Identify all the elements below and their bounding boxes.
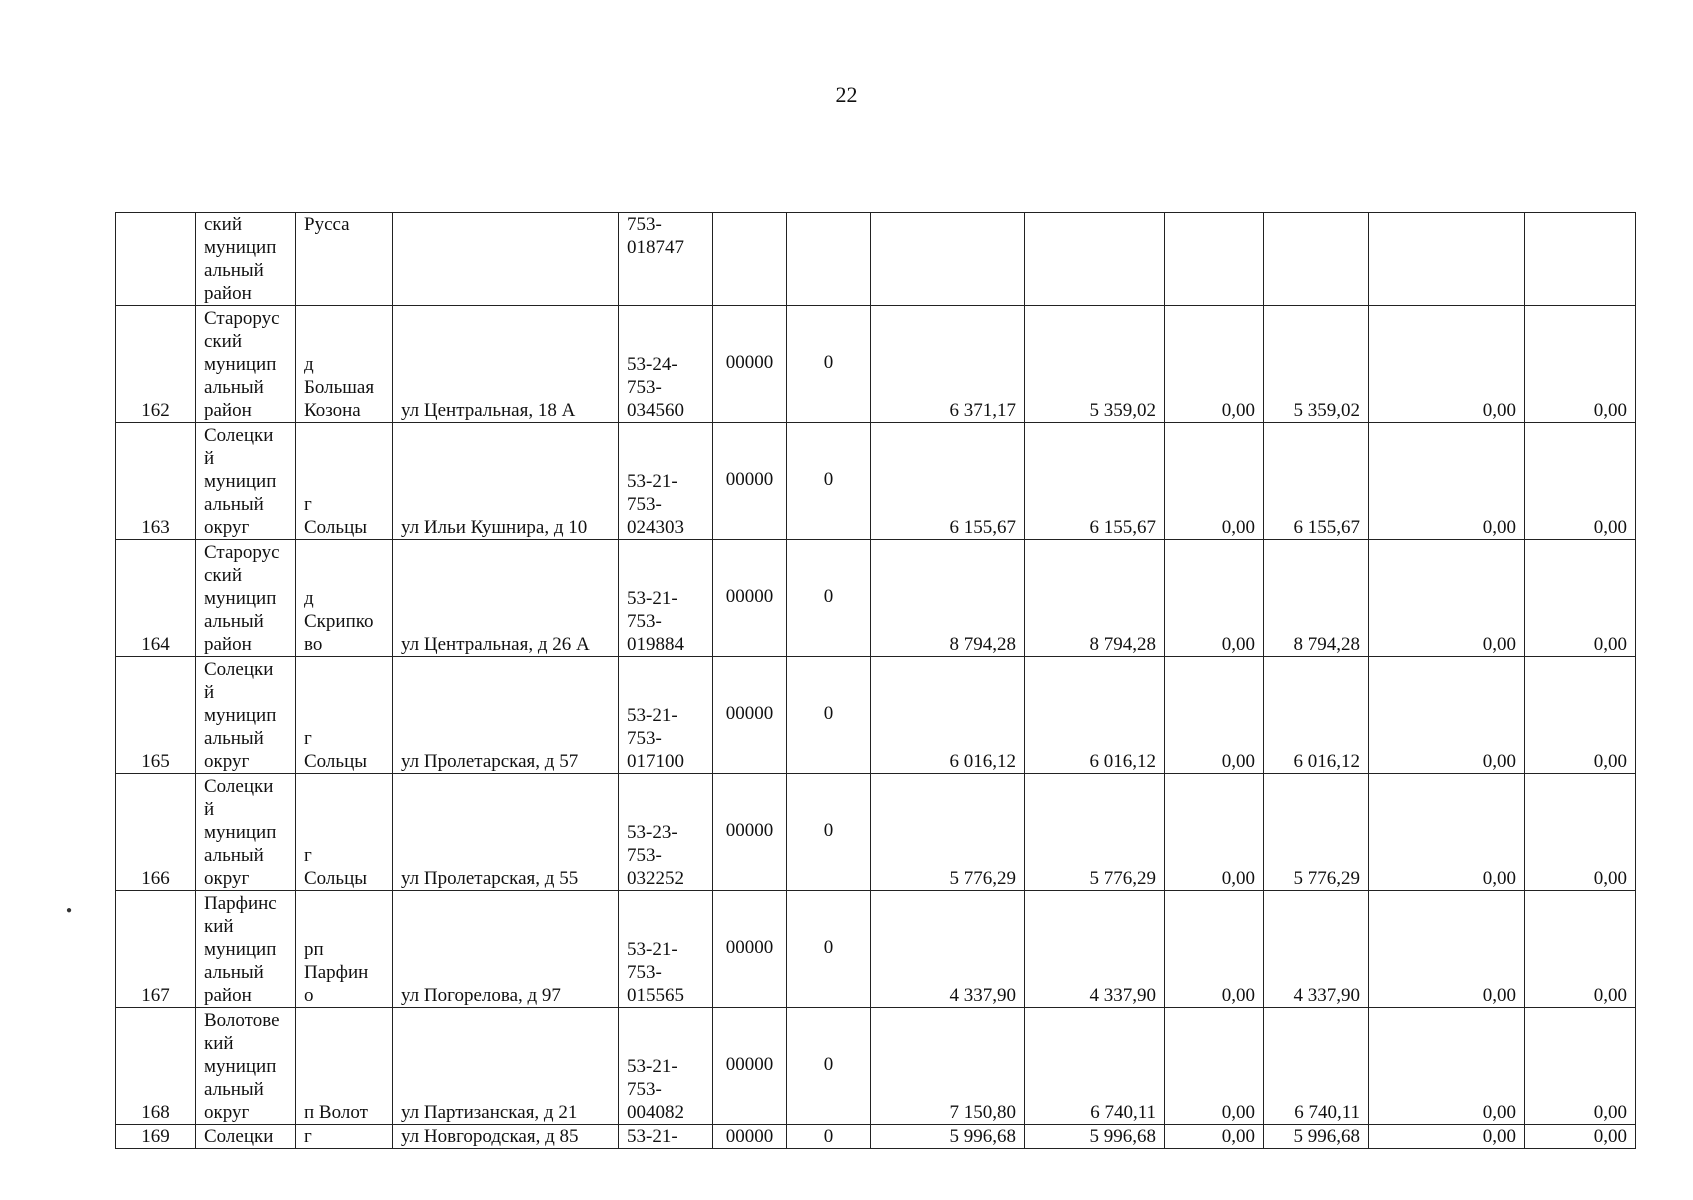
address-cell: ул Центральная, 18 А — [393, 306, 619, 423]
district-cell: Солецки — [196, 1125, 296, 1149]
col6-cell: 00000 — [713, 891, 787, 1008]
settlement-cell: п Волот — [296, 1008, 393, 1125]
district-cell: Солецки й муницип альный округ — [196, 423, 296, 540]
value-cell: 0,00 — [1369, 774, 1525, 891]
value-cell: 5 776,29 — [871, 774, 1025, 891]
value-cell: 0,00 — [1165, 423, 1264, 540]
value-cell — [1264, 213, 1369, 306]
code-cell: 53-21- 753- 017100 — [619, 657, 713, 774]
col7-cell: 0 — [787, 891, 871, 1008]
value-cell: 0,00 — [1165, 891, 1264, 1008]
col6-cell: 00000 — [713, 1125, 787, 1149]
value-cell: 6 155,67 — [1264, 423, 1369, 540]
value-cell: 0,00 — [1165, 1125, 1264, 1149]
col7-cell: 0 — [787, 1125, 871, 1149]
address-cell: ул Партизанская, д 21 — [393, 1008, 619, 1125]
page-number: 22 — [835, 82, 858, 107]
value-cell: 6 371,17 — [871, 306, 1025, 423]
address-cell: ул Пролетарская, д 57 — [393, 657, 619, 774]
value-cell: 6 016,12 — [1025, 657, 1165, 774]
table-row — [116, 306, 1636, 423]
settlement-cell: г Сольцы — [296, 657, 393, 774]
district-cell: Солецки й муницип альный округ — [196, 774, 296, 891]
row-number-cell: 164 — [116, 540, 196, 657]
settlement-cell: г — [296, 1125, 393, 1149]
row-number-cell: 163 — [116, 423, 196, 540]
value-cell: 5 776,29 — [1025, 774, 1165, 891]
district-cell: ский муницип альный район — [196, 213, 296, 306]
col6-cell: 00000 — [713, 306, 787, 423]
col7-cell: 0 — [787, 774, 871, 891]
col6-cell: 00000 — [713, 657, 787, 774]
value-cell: 0,00 — [1525, 540, 1636, 657]
value-cell — [1025, 213, 1165, 306]
settlement-cell: рп Парфин о — [296, 891, 393, 1008]
value-cell: 5 359,02 — [1264, 306, 1369, 423]
value-cell: 0,00 — [1525, 891, 1636, 1008]
value-cell: 5 996,68 — [871, 1125, 1025, 1149]
value-cell: 6 155,67 — [1025, 423, 1165, 540]
row-number-cell: 165 — [116, 657, 196, 774]
address-cell — [393, 213, 619, 306]
value-cell: 6 016,12 — [871, 657, 1025, 774]
col7-cell: 0 — [787, 423, 871, 540]
value-cell — [1525, 213, 1636, 306]
code-cell: 53-21- 753- 019884 — [619, 540, 713, 657]
value-cell — [871, 213, 1025, 306]
value-cell: 0,00 — [1165, 1008, 1264, 1125]
district-cell: Волотове кий муницип альный округ — [196, 1008, 296, 1125]
district-cell: Солецки й муницип альный округ — [196, 657, 296, 774]
value-cell: 8 794,28 — [1264, 540, 1369, 657]
value-cell: 0,00 — [1525, 306, 1636, 423]
value-cell: 0,00 — [1369, 1008, 1525, 1125]
table-row-partial — [116, 1125, 1636, 1149]
address-cell: ул Пролетарская, д 55 — [393, 774, 619, 891]
col6-cell: 00000 — [713, 540, 787, 657]
value-cell: 6 155,67 — [871, 423, 1025, 540]
table-row — [116, 1008, 1636, 1125]
col7-cell: 0 — [787, 306, 871, 423]
value-cell: 0,00 — [1165, 774, 1264, 891]
settlement-cell: г Сольцы — [296, 774, 393, 891]
address-cell: ул Центральная, д 26 А — [393, 540, 619, 657]
district-cell: Парфинс кий муницип альный район — [196, 891, 296, 1008]
district-cell: Старорус ский муницип альный район — [196, 540, 296, 657]
value-cell: 0,00 — [1525, 423, 1636, 540]
code-cell: 53-23- 753- 032252 — [619, 774, 713, 891]
value-cell: 0,00 — [1369, 891, 1525, 1008]
value-cell: 0,00 — [1165, 657, 1264, 774]
col7-cell: 0 — [787, 1008, 871, 1125]
settlement-cell: д Большая Козона — [296, 306, 393, 423]
value-cell: 0,00 — [1369, 657, 1525, 774]
code-cell: 53-21- 753- 024303 — [619, 423, 713, 540]
value-cell: 6 740,11 — [1264, 1008, 1369, 1125]
table-row — [116, 423, 1636, 540]
value-cell — [1369, 213, 1525, 306]
value-cell: 8 794,28 — [871, 540, 1025, 657]
col7-cell: 0 — [787, 657, 871, 774]
value-cell: 0,00 — [1369, 1125, 1525, 1149]
value-cell: 5 996,68 — [1025, 1125, 1165, 1149]
value-cell: 0,00 — [1165, 306, 1264, 423]
value-cell — [1165, 213, 1264, 306]
value-cell: 5 996,68 — [1264, 1125, 1369, 1149]
row-number-cell: 167 — [116, 891, 196, 1008]
stray-mark: ● — [66, 905, 73, 916]
value-cell: 4 337,90 — [1025, 891, 1165, 1008]
value-cell: 4 337,90 — [871, 891, 1025, 1008]
settlement-cell: г Сольцы — [296, 423, 393, 540]
settlement-cell: Русса — [296, 213, 393, 306]
registry-table — [115, 212, 1636, 1149]
code-cell: 753- 018747 — [619, 213, 713, 306]
value-cell: 0,00 — [1525, 1008, 1636, 1125]
code-cell: 53-21- 753- 004082 — [619, 1008, 713, 1125]
code-cell: 53-24- 753- 034560 — [619, 306, 713, 423]
code-cell: 53-21- 753- 015565 — [619, 891, 713, 1008]
value-cell: 0,00 — [1525, 1125, 1636, 1149]
table-row — [116, 657, 1636, 774]
value-cell: 5 359,02 — [1025, 306, 1165, 423]
value-cell: 4 337,90 — [1264, 891, 1369, 1008]
value-cell: 0,00 — [1369, 306, 1525, 423]
col7-cell — [787, 213, 871, 306]
district-cell: Старорус ский муницип альный район — [196, 306, 296, 423]
col6-cell — [713, 213, 787, 306]
code-cell: 53-21- — [619, 1125, 713, 1149]
value-cell: 6 740,11 — [1025, 1008, 1165, 1125]
row-number-cell: 169 — [116, 1125, 196, 1149]
address-cell: ул Новгородская, д 85 — [393, 1125, 619, 1149]
table-row — [116, 540, 1636, 657]
value-cell: 0,00 — [1369, 540, 1525, 657]
row-number-cell: 168 — [116, 1008, 196, 1125]
table-row — [116, 774, 1636, 891]
col6-cell: 00000 — [713, 1008, 787, 1125]
value-cell: 0,00 — [1369, 423, 1525, 540]
table-row — [116, 891, 1636, 1008]
value-cell: 0,00 — [1165, 540, 1264, 657]
row-number-cell — [116, 213, 196, 306]
value-cell: 7 150,80 — [871, 1008, 1025, 1125]
col6-cell: 00000 — [713, 423, 787, 540]
settlement-cell: д Скрипко во — [296, 540, 393, 657]
row-number-cell: 162 — [116, 306, 196, 423]
address-cell: ул Ильи Кушнира, д 10 — [393, 423, 619, 540]
value-cell: 0,00 — [1525, 774, 1636, 891]
col7-cell: 0 — [787, 540, 871, 657]
col6-cell: 00000 — [713, 774, 787, 891]
value-cell: 0,00 — [1525, 657, 1636, 774]
value-cell: 5 776,29 — [1264, 774, 1369, 891]
table-row-continued — [116, 213, 1636, 306]
row-number-cell: 166 — [116, 774, 196, 891]
address-cell: ул Погорелова, д 97 — [393, 891, 619, 1008]
value-cell: 8 794,28 — [1025, 540, 1165, 657]
value-cell: 6 016,12 — [1264, 657, 1369, 774]
